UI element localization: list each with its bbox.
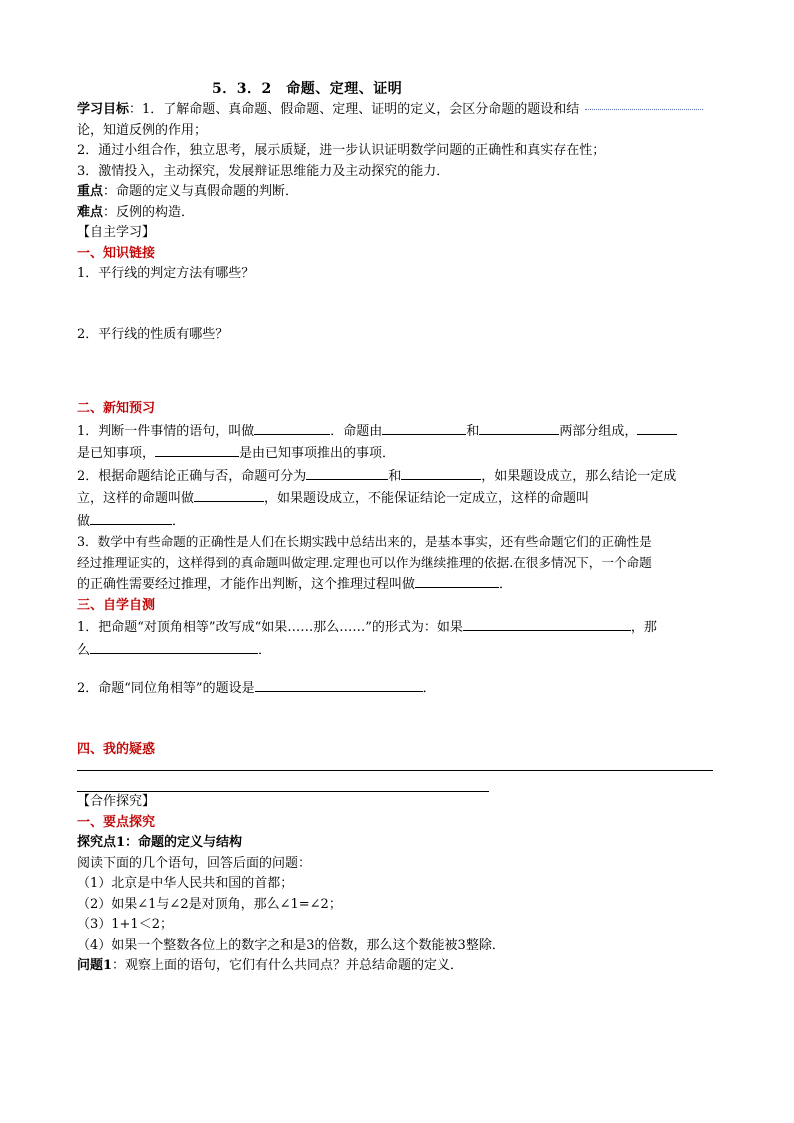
preview-p1-line2: 是已知事项， 是由已知事项推出的事项． bbox=[77, 442, 717, 465]
preview-p1-line1: 1．判断一件事情的语句，叫做 ．命题由 和 两部分组成， bbox=[77, 420, 717, 443]
section-knowledge-link: 一、知识链接 bbox=[77, 245, 156, 261]
answer-blank[interactable] bbox=[382, 420, 466, 435]
question-1: 1．平行线的判定方法有哪些？ bbox=[77, 266, 255, 281]
goals-line-1: 学习目标：1．了解命题、真命题、假命题、定理、证明的定义，会区分命题的题设和结 bbox=[77, 100, 717, 121]
worksheet bbox=[77, 78, 717, 977]
statement-4: （4）如果一个整数各位上的数字之和是3的倍数，那么这个数能被3整除． bbox=[77, 937, 505, 953]
self-test-q1-line1: 1．把命题“对顶角相等”改写成“如果……那么……”的形式为：如果 ，那 bbox=[77, 616, 717, 639]
section-doubts: 四、我的疑惑 bbox=[77, 741, 156, 757]
answer-blank[interactable] bbox=[401, 465, 481, 480]
answer-blank[interactable] bbox=[255, 677, 423, 692]
page-title: 5．3．2 命题、定理、证明 bbox=[212, 81, 403, 97]
explore-point-1: 探究点1：命题的定义与结构 bbox=[77, 835, 243, 850]
self-test-q1-line2: 么 ． bbox=[77, 639, 717, 662]
self-study-header: 【自主学习】 bbox=[77, 225, 156, 240]
goals-item-2: 2．通过小组合作，独立思考，展示质疑，进一步认识证明数学问题的正确性和真实存在性； bbox=[77, 143, 606, 158]
answer-blank[interactable] bbox=[254, 420, 330, 435]
section-key-points: 一、要点探究 bbox=[77, 814, 156, 830]
answer-blank[interactable] bbox=[90, 510, 172, 525]
self-test-q2: 2．命题“同位角相等”的题设是 ． bbox=[77, 677, 717, 700]
goals-line-2: 论，知道反例的作用； bbox=[77, 122, 208, 138]
preview-p2-line1: 2．根据命题结论正确与否，命题可分为 和 ，如果题设成立，那么结论一定成 bbox=[77, 465, 717, 488]
preview-p3-line2: 经过推理证实的，这样得到的真命题叫做定理.定理也可以作为继续推理的依据.在很多情况下，一个命题 bbox=[77, 554, 652, 570]
answer-blank[interactable] bbox=[637, 420, 677, 435]
answer-blank[interactable] bbox=[415, 573, 499, 588]
answer-blank[interactable] bbox=[306, 465, 388, 480]
statement-3: （3）1+1＜2； bbox=[77, 917, 173, 932]
answer-blank[interactable] bbox=[90, 639, 258, 654]
dotted-mark bbox=[585, 109, 703, 110]
statement-1: （1）北京是中华人民共和国的首都； bbox=[77, 876, 294, 891]
answer-blank[interactable] bbox=[463, 616, 631, 631]
section-preview: 二、新知预习 bbox=[77, 401, 156, 416]
question-2: 2．平行线的性质有哪些？ bbox=[77, 326, 229, 342]
preview-p2-line3: 做 ． bbox=[77, 510, 717, 533]
answer-blank[interactable] bbox=[479, 420, 559, 435]
coop-header: 【合作探究】 bbox=[77, 794, 156, 809]
reading-intro: 阅读下面的几个语句，回答后面的问题： bbox=[77, 855, 312, 871]
section-self-test: 三、自学自测 bbox=[77, 597, 156, 613]
answer-blank[interactable] bbox=[155, 442, 239, 457]
goals-item-3: 3．激情投入，主动探究，发展辩证思维能力及主动探究的能力． bbox=[77, 163, 450, 179]
question-1-prompt: 问题1：观察上面的语句，它们有什么共同点？并总结命题的定义． bbox=[77, 958, 464, 973]
preview-p3-line1: 3．数学中有些命题的正确性是人们在长期实践中总结出来的，是基本事实，还有些命题它们的正确性是 bbox=[77, 534, 652, 549]
difficulty: 难点：反例的构造． bbox=[77, 204, 195, 220]
preview-p3-line3: 的正确性需要经过推理，才能作出判断，这个推理过程叫做 ． bbox=[77, 573, 717, 596]
preview-p2-line2: 立，这样的命题叫做 ，如果题设成立，不能保证结论一定成立，这样的命题叫 bbox=[77, 487, 717, 510]
answer-blank[interactable] bbox=[194, 487, 264, 502]
goals-label: 学习目标 bbox=[77, 102, 130, 117]
key-point: 重点：命题的定义与真假命题的判断． bbox=[77, 184, 299, 199]
statement-2: （2）如果∠1与∠2是对顶角，那么∠1=∠2； bbox=[77, 896, 342, 912]
